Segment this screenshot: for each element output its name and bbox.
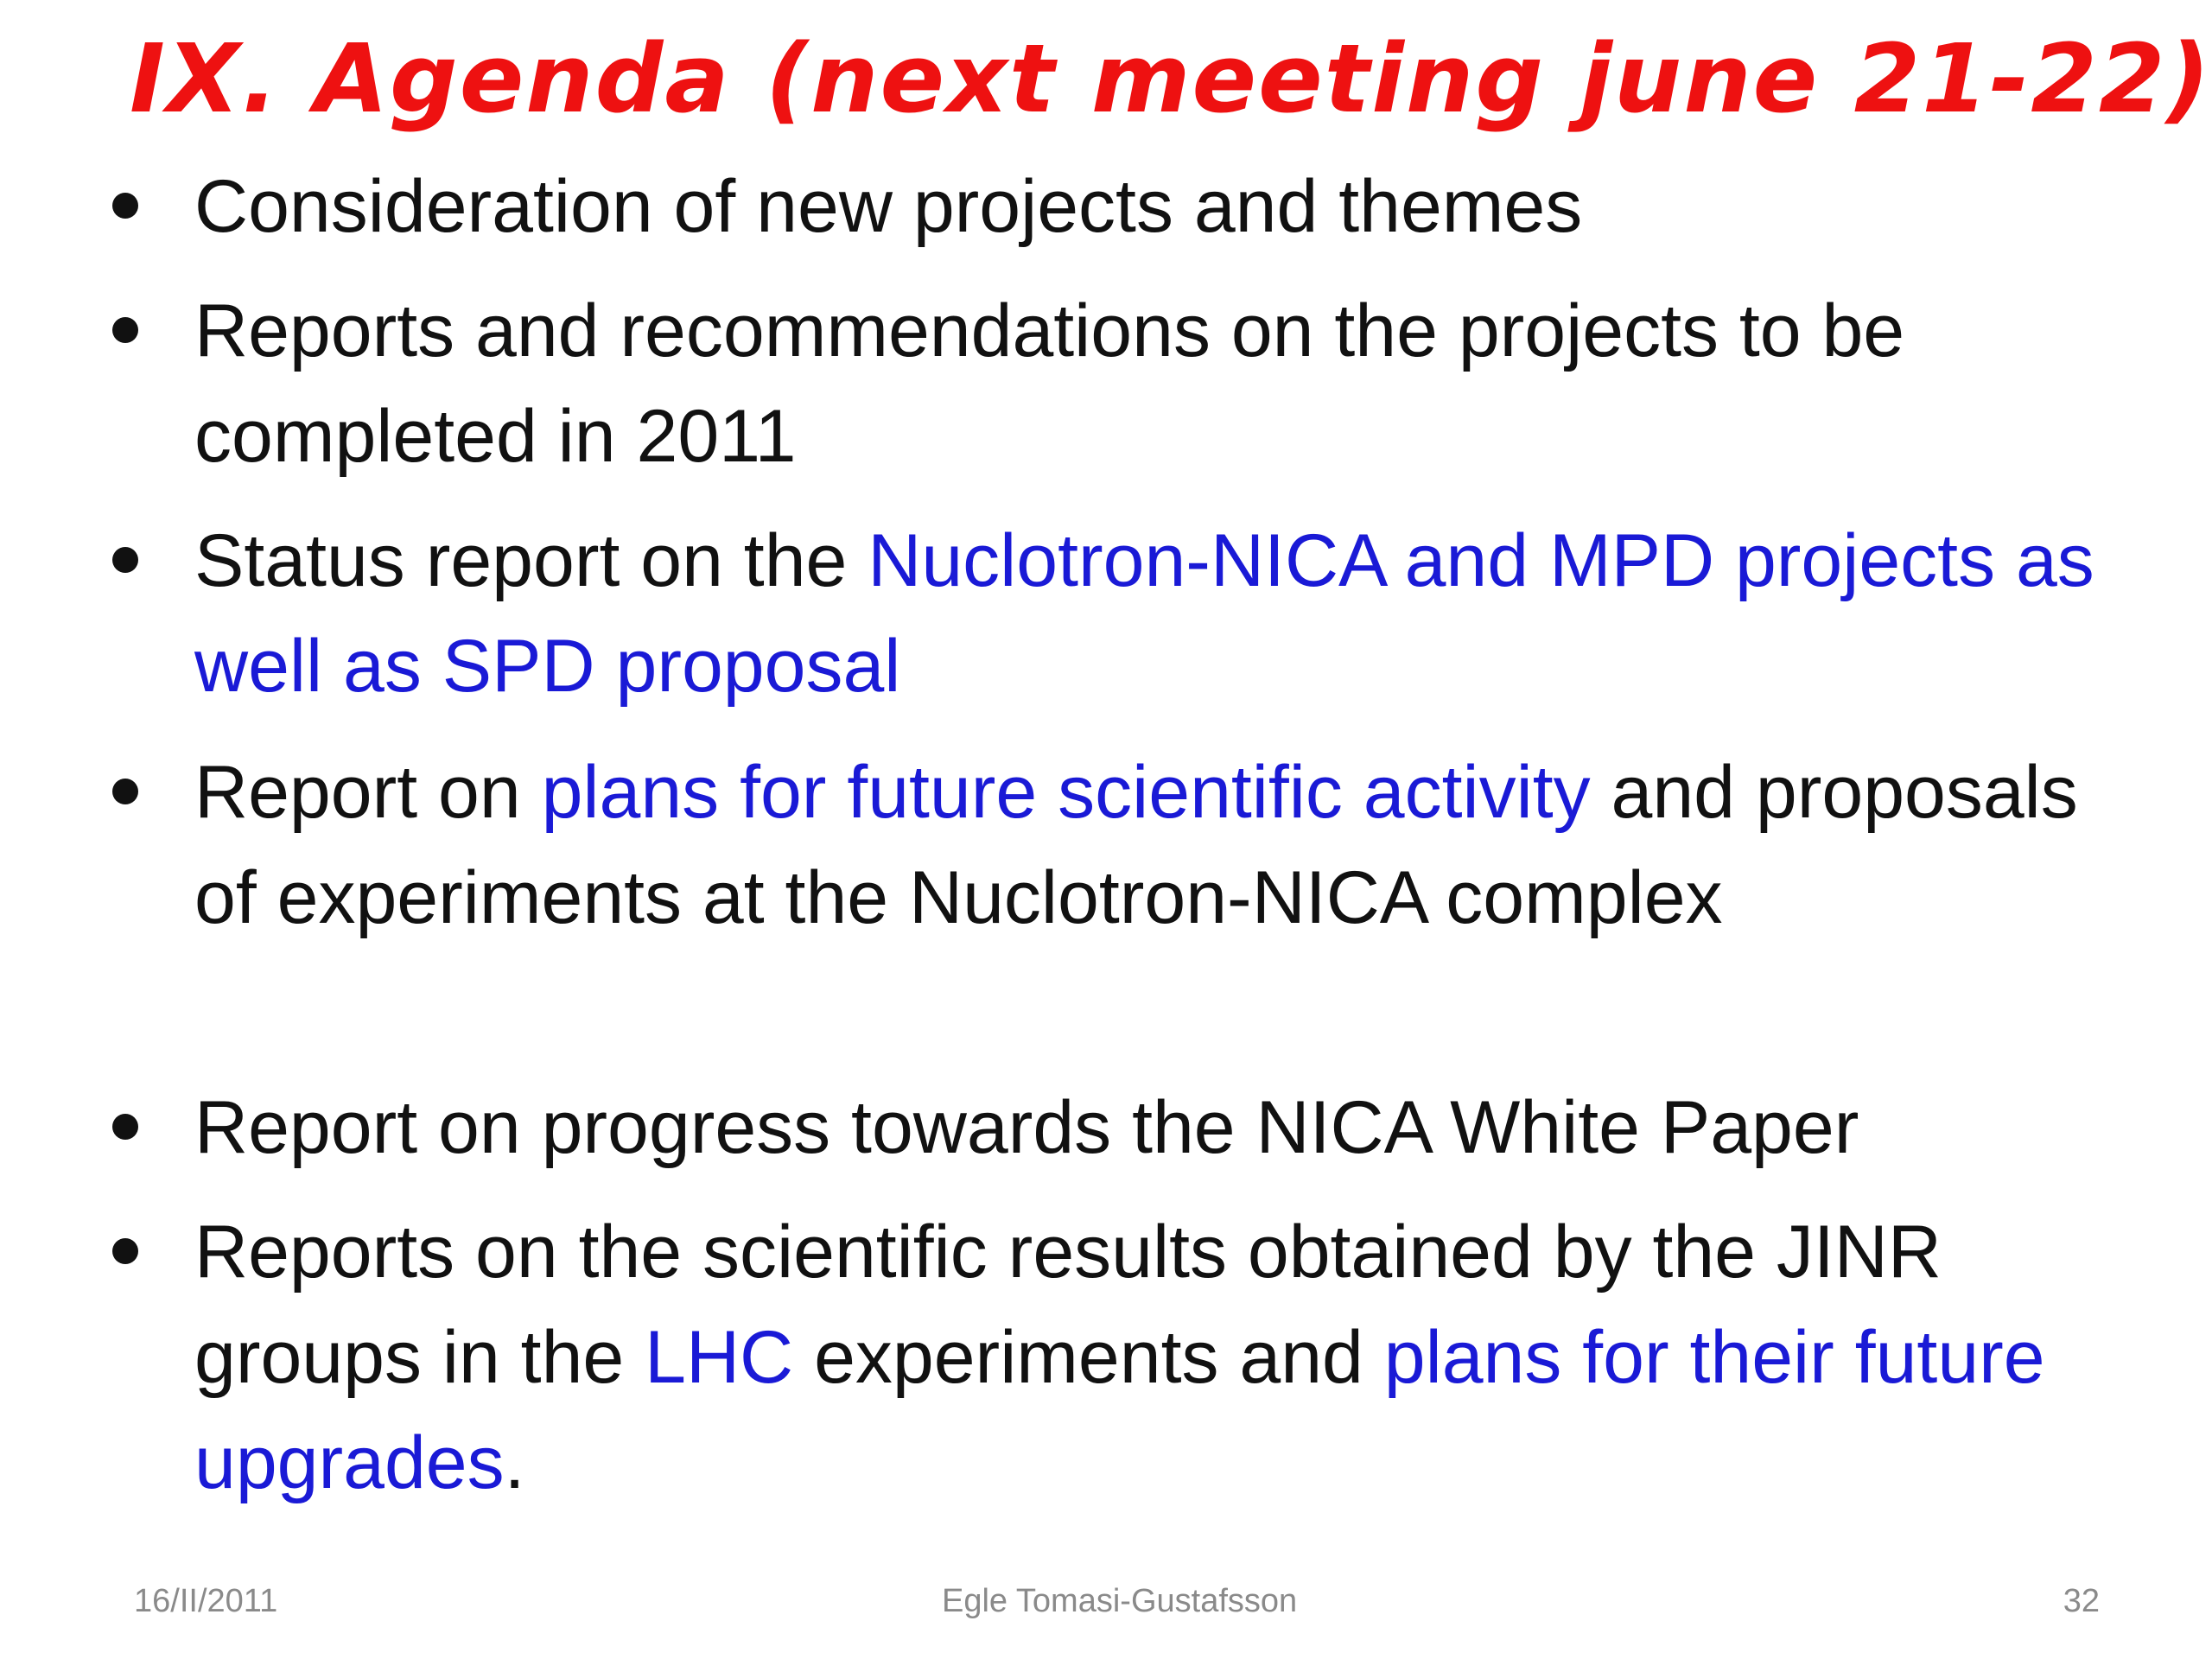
highlighted-text: plans for their future upgrades <box>194 1316 2045 1504</box>
text-run: Report on progress towards the NICA White Paper <box>194 1086 1859 1169</box>
footer-author: Egle Tomasi-Gustafsson <box>942 1583 1298 1619</box>
highlighted-text: plans for future scientific activity <box>541 751 1591 834</box>
footer-page-number: 32 <box>2063 1583 2100 1619</box>
text-run: Report on <box>194 751 542 834</box>
bullet-dot-icon <box>112 547 138 573</box>
agenda-item-text <box>194 508 2139 719</box>
bullet-dot-icon <box>112 779 138 804</box>
agenda-item-text <box>194 740 2139 950</box>
bullet-dot-icon <box>112 1238 138 1264</box>
text-run: experiments and <box>793 1316 1384 1399</box>
text-run: Status report on the <box>194 519 868 602</box>
bullet-dot-icon <box>112 193 138 219</box>
agenda-item-text <box>194 278 2139 489</box>
highlighted-text: Nuclotron-NICA and MPD projects as well as SPD proposal <box>194 519 2094 708</box>
agenda-item-text <box>194 1075 2139 1180</box>
highlighted-text: LHC <box>645 1316 794 1399</box>
text-run: Consideration of new projects and themes <box>194 165 1583 248</box>
bullet-dot-icon <box>112 1114 138 1140</box>
agenda-item-text <box>194 1199 2139 1516</box>
text-run: Reports and recommendations on the projects to be completed in 2011 <box>194 289 1905 478</box>
text-run: Reports on the scientific results obtained by the JINR groups in the <box>194 1211 1942 1399</box>
text-run: and proposals of experiments at the Nuclotron-NICA complex <box>194 751 2078 939</box>
text-run: . <box>504 1421 525 1504</box>
bullet-dot-icon <box>112 317 138 343</box>
slide-title: IX. Agenda (next meeting june 21-22) <box>130 23 2212 134</box>
agenda-item-text <box>194 154 2139 259</box>
footer-date: 16/II/2011 <box>134 1583 278 1619</box>
